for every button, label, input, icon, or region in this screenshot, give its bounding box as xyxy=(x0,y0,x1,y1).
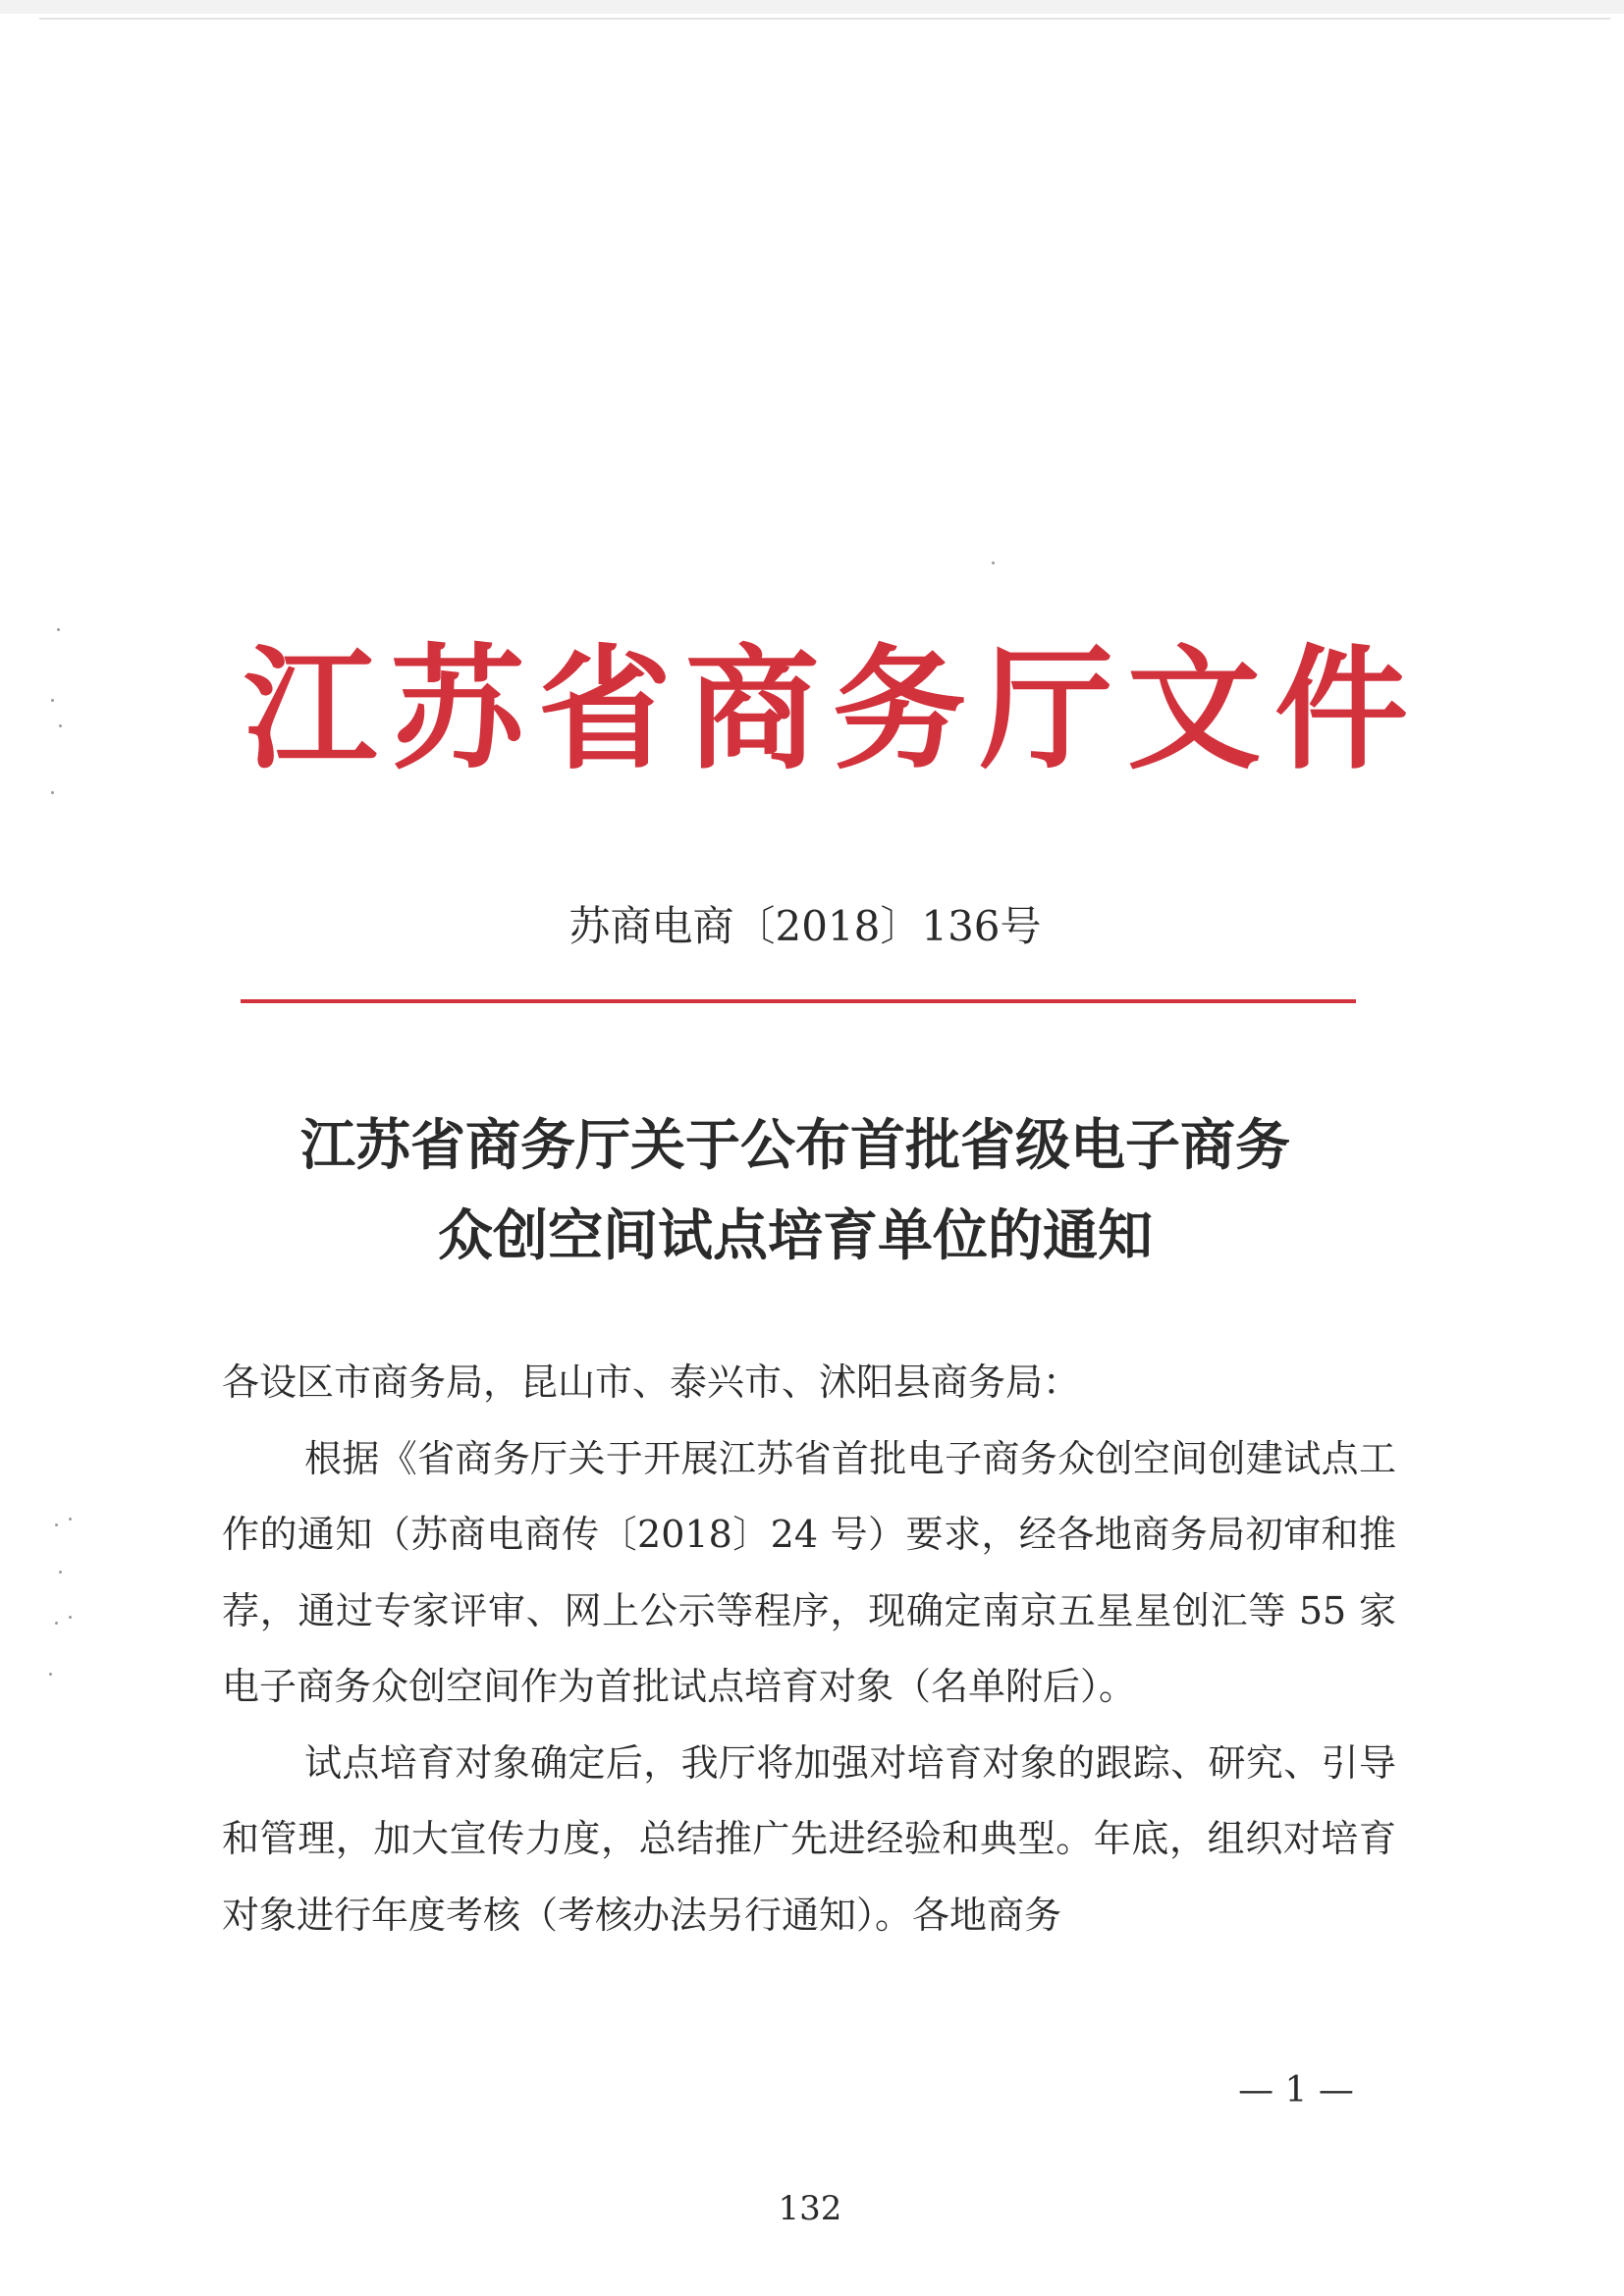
letterhead-red-rule xyxy=(241,999,1356,1003)
sheet-number: 132 xyxy=(778,2189,842,2228)
scan-speck xyxy=(51,791,54,794)
scan-speck xyxy=(55,1622,58,1625)
scan-speck xyxy=(69,1518,72,1521)
document-number: 苏商电商〔2018〕136号 xyxy=(568,902,1042,950)
notice-body xyxy=(222,1345,1396,1953)
page-number-marker: — 1 — xyxy=(1238,2070,1354,2110)
scan-speck xyxy=(55,1523,58,1526)
salutation: 各设区市商务局，昆山市、泰兴市、沭阳县商务局： xyxy=(222,1361,1081,1404)
scan-speck xyxy=(992,561,995,564)
scan-speck xyxy=(49,1673,52,1676)
notice-title-line-1: 江苏省商务厅关于公布首批省级电子商务 xyxy=(300,1114,1290,1178)
letterhead-title: 江苏省商务厅文件 xyxy=(244,631,1422,788)
scan-top-edge xyxy=(0,0,1624,14)
scan-speck xyxy=(59,1571,62,1574)
body-paragraph-1: 根据《省商务厅关于开展江苏省首批电子商务众创空间创建试点工作的通知（苏商电商传〔2018〕24 号）要求，经各地商务局初审和推荐，通过专家评审、网上公示等程序，现确定南京五星星创汇等 55 家电子商务众创空间作为首批试点培育对象（名单附后）。 xyxy=(222,1436,1396,1708)
scan-speck xyxy=(51,699,54,702)
body-paragraph-2: 试点培育对象确定后，我厅将加强对培育对象的跟踪、研究、引导和管理，加大宣传力度，总结推广先进经验和典型。年底，组织对培育对象进行年度考核（考核办法另行通知）。各地商务 xyxy=(222,1740,1396,1937)
scan-speck xyxy=(69,1616,72,1619)
scan-speck xyxy=(59,724,62,727)
notice-title xyxy=(226,1101,1365,1282)
notice-title-line-2: 众创空间试点培育单位的通知 xyxy=(438,1204,1153,1268)
scan-speck xyxy=(57,628,60,631)
scan-top-rule xyxy=(39,18,1610,20)
